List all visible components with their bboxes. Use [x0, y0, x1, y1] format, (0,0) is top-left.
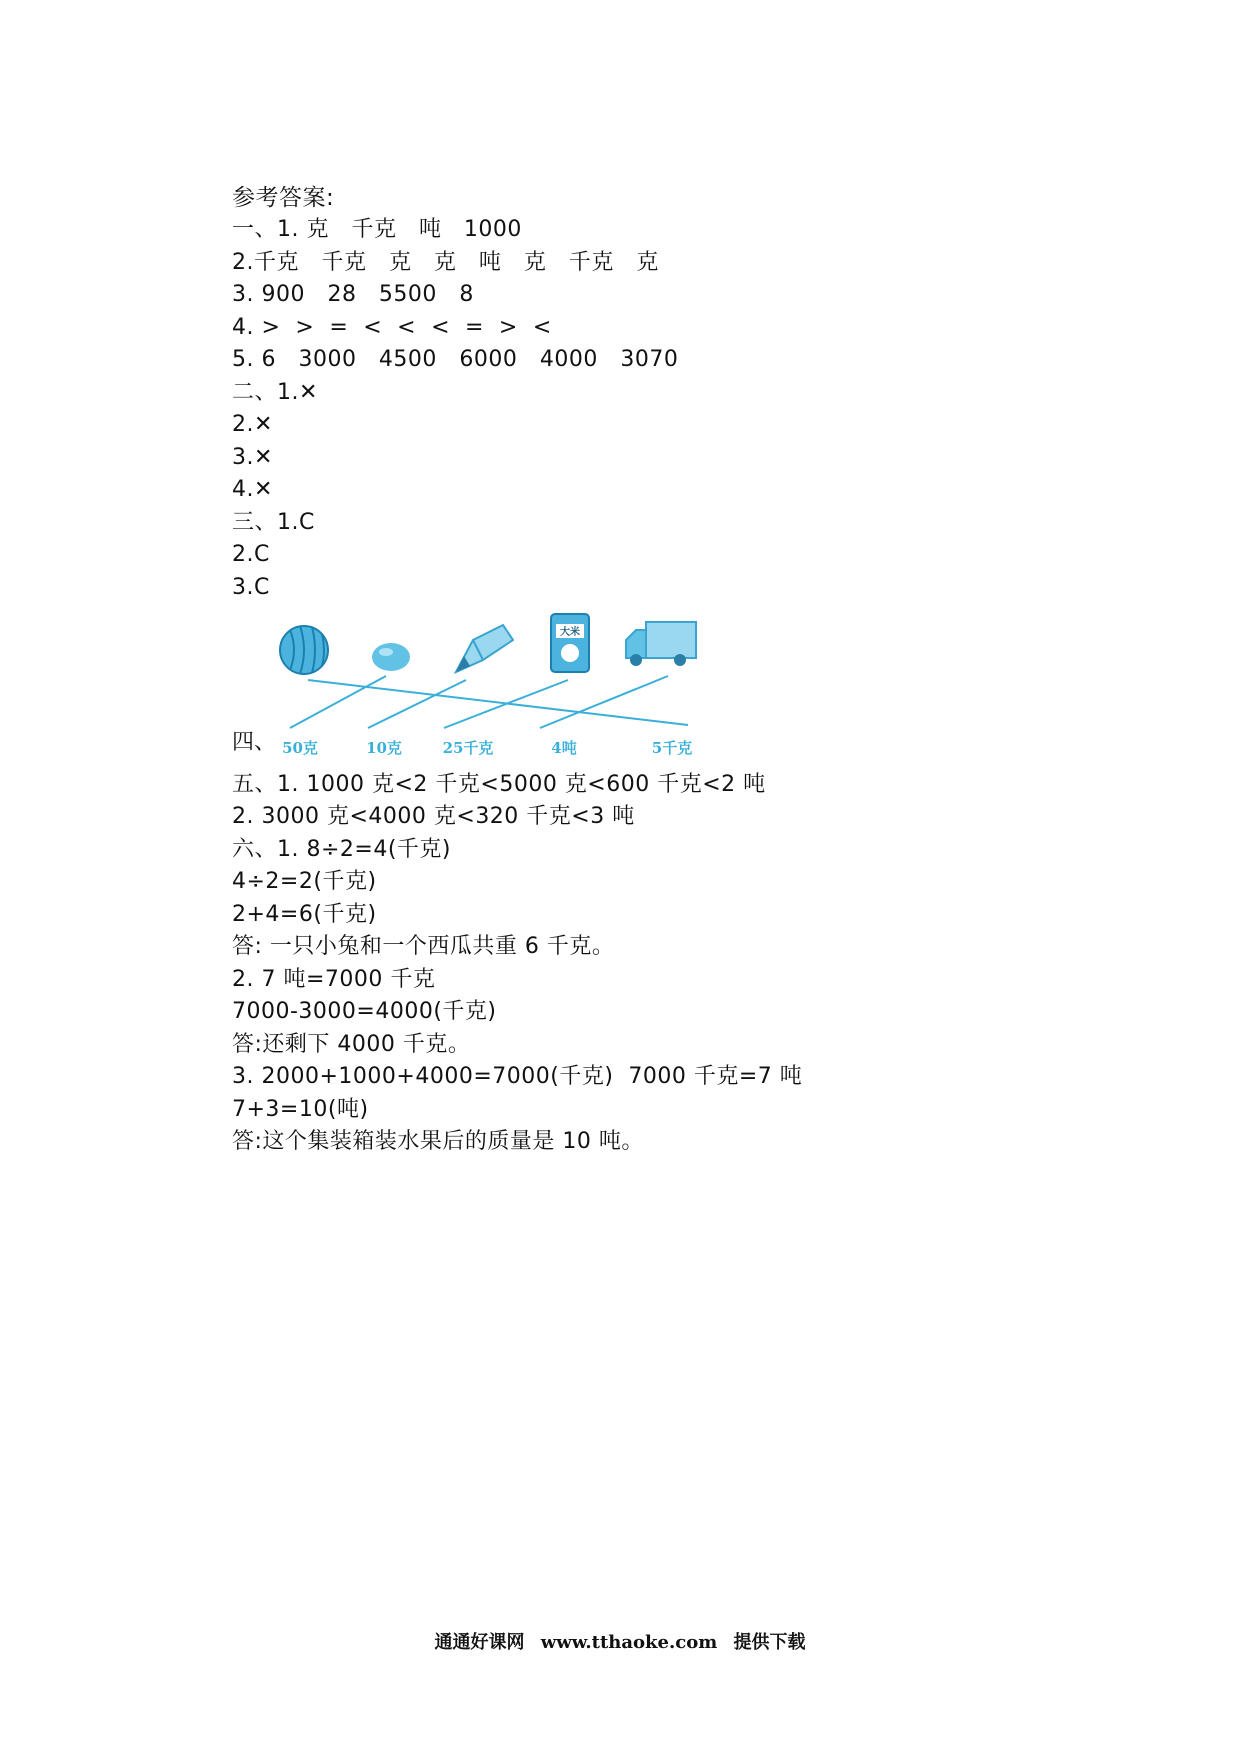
weight-label: 5千克 — [651, 739, 693, 757]
truck-icon — [626, 622, 696, 666]
answer-line: 答: 一只小兔和一个西瓜共重 6 千克。 — [232, 934, 615, 959]
weight-label: 4吨 — [551, 739, 577, 757]
answer-line: 2.千克 千克 克 克 吨 克 千克 克 — [232, 250, 659, 275]
weight-label: 25千克 — [442, 739, 494, 757]
answer-line: 4÷2=2(千克) — [232, 869, 377, 894]
answer-line: 2.C — [232, 542, 270, 567]
answer-line: 7+3=10(吨) — [232, 1097, 369, 1122]
answer-line: 5. 6 3000 4500 6000 4000 3070 — [232, 347, 679, 372]
pencil-icon — [456, 625, 513, 672]
footer — [0, 1628, 1240, 1654]
answer-line: 答:这个集装箱装水果后的质量是 10 吨。 — [232, 1129, 644, 1154]
answer-line: 六、1. 8÷2=4(千克) — [232, 837, 452, 862]
answer-line: 三、1.C — [232, 510, 315, 535]
answer-line: 3. 900 28 5500 8 — [232, 282, 474, 307]
egg-icon — [372, 643, 410, 671]
answer-line: 答:还剩下 4000 千克。 — [232, 1032, 471, 1057]
answer-line: 4.✕ — [232, 477, 273, 502]
answer-line: 五、1. 1000 克<2 千克<5000 克<600 千克<2 吨 — [232, 772, 766, 797]
rice-bag-icon — [551, 614, 589, 672]
footer-url[interactable]: www.tthaoke.com — [540, 1632, 718, 1653]
answer-line: 2+4=6(千克) — [232, 902, 377, 927]
footer-site-name: 通通好课网 — [434, 1632, 525, 1653]
answer-line: 一、1. 克 千克 吨 1000 — [232, 217, 522, 242]
footer-tail: 提供下载 — [733, 1632, 806, 1653]
matching-lines — [290, 676, 688, 728]
answer-line: 2. 3000 克<4000 克<320 千克<3 吨 — [232, 804, 635, 829]
answer-line: 3.✕ — [232, 445, 273, 470]
answer-line: 3. 2000+1000+4000=7000(千克) 7000 千克=7 吨 — [232, 1064, 803, 1089]
match-line — [444, 680, 568, 728]
answer-line: 4. > > = < < < = > < — [232, 315, 552, 340]
section-four-label: 四、 — [232, 730, 277, 755]
answer-line: 2. 7 吨=7000 千克 — [232, 967, 436, 992]
answer-line: 3.C — [232, 575, 270, 600]
weight-label: 10克 — [366, 739, 402, 757]
answer-line: 7000-3000=4000(千克) — [232, 999, 497, 1024]
answer-line: 二、1.✕ — [232, 380, 318, 405]
answers-heading: 参考答案: — [232, 185, 335, 211]
watermelon-icon — [280, 626, 328, 674]
answer-line: 2.✕ — [232, 412, 273, 437]
rice-bag-text: 大米 — [560, 627, 580, 638]
match-line — [368, 680, 466, 728]
matching-figure — [268, 610, 728, 760]
weight-label: 50克 — [282, 739, 318, 757]
